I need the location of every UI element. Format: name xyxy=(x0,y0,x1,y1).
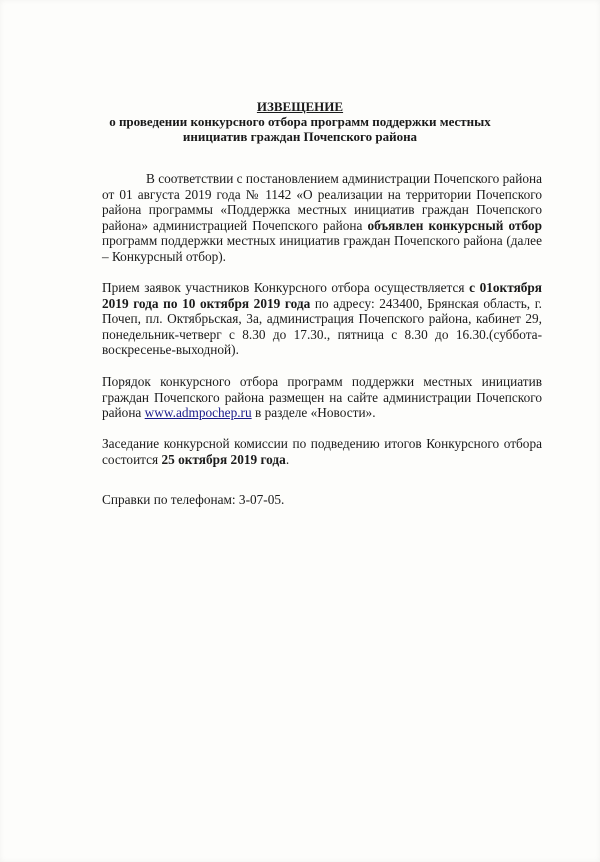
paragraph-meeting xyxy=(102,436,542,467)
announcement-text-1: В соответствии с постановлением администрации Почепского района от 01 августа 2019 года № 1142 «О реализации на территории Почепского района программы «Поддержка местных инициатив граждан Почепского района» администрацией Почепского района xyxy=(102,171,542,233)
website-link[interactable]: www.admpochep.ru xyxy=(144,405,252,421)
announcement-bold-text: объявлен конкурсный отбор xyxy=(367,217,542,233)
notice-title: ИЗВЕЩЕНИЕ xyxy=(256,99,344,114)
paragraph-announcement xyxy=(102,171,542,265)
notice-subtitle: о проведении конкурсного отбора программ поддержки местных инициатив граждан Почепского района xyxy=(109,114,491,144)
paragraph-procedure xyxy=(102,374,542,421)
paragraph-contacts xyxy=(102,492,542,508)
meeting-date: 25 октября 2019 года xyxy=(161,451,286,467)
announcement-text-2: программ поддержки местных инициатив граждан Почепского района (далее – Конкурсный отбор). xyxy=(102,233,542,264)
meeting-text-2: . xyxy=(285,451,290,467)
procedure-text-1: Порядок конкурсного отбора программ поддержки местных инициатив граждан Почепского района размещен на сайте администрации Почепского района xyxy=(102,374,542,421)
application-text-1: Прием заявок участников Конкурсного отбора осуществляется xyxy=(102,280,470,295)
paragraph-application-period xyxy=(102,280,542,358)
application-text-2: по адресу: 243400, Брянская область, г. Почеп, пл. Октябрьская, 3а, администрация Почепского района, кабинет 29, понедельник-четверг с 8.30 до 17.30., пятница с 8.30 до 16.30.(суббота-воскресенье-выходной). xyxy=(102,295,542,358)
procedure-text-2: в разделе «Новости». xyxy=(251,405,376,421)
application-dates: с 01октября 2019 года по 10 октября 2019 года xyxy=(102,280,542,311)
contacts-text: Справки по телефонам: 3-07-05. xyxy=(102,492,285,507)
meeting-text-1: Заседание конкурсной комиссии по подведению итогов Конкурсного отбора состоится xyxy=(102,436,542,467)
